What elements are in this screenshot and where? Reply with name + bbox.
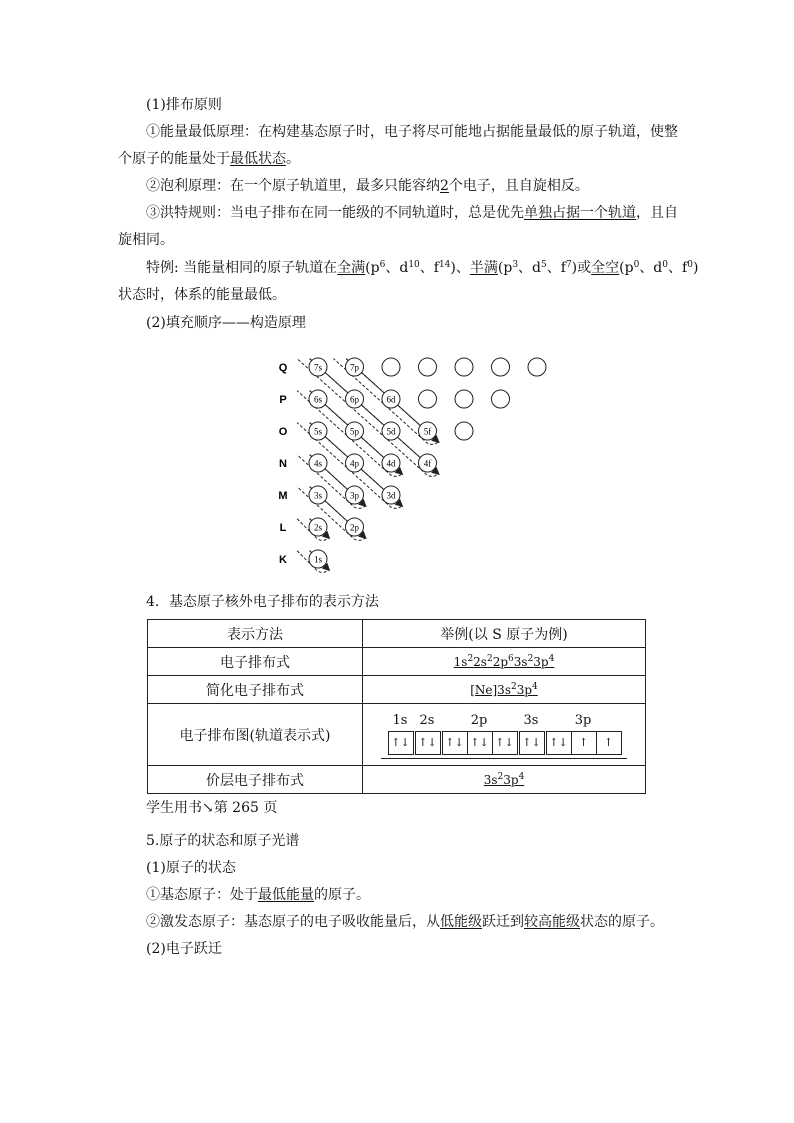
orbital-label: 7s — [313, 362, 323, 373]
shell-label: M — [278, 490, 288, 502]
orbital-label: 5d — [386, 426, 396, 437]
row-value-valence-config: $3s^23p^4$ — [363, 766, 646, 794]
orbital-label: 6d — [386, 394, 396, 405]
row-label-simplified-config: 简化电子排布式 — [148, 676, 363, 704]
excited-state-text: ②激发态原子：基态原子的电子吸收能量后，从低能级跃迁到较高能级状态的原子。 — [146, 914, 664, 930]
orbital-label: 2s — [313, 522, 323, 533]
orbital-diagram — [363, 711, 645, 755]
orbital-circle — [492, 358, 510, 376]
row-value-simplified-config: $[Ne]3s^23p^4$ — [363, 676, 646, 704]
orbital-label: 4f — [423, 458, 432, 469]
orbital-group-label: 3p — [574, 712, 592, 728]
orbital-circle — [492, 390, 510, 408]
orbital-box: ↑↓ — [519, 731, 545, 755]
shell-label: Q — [278, 362, 288, 374]
orbital-label: 6p — [350, 394, 359, 405]
orbital-box: ↑ — [571, 731, 597, 755]
orbital-group-label: 2s — [419, 712, 435, 728]
page-reference: 学生用书↘第 265 页 — [146, 800, 278, 816]
section-title-representation: 4．基态原子核外电子排布的表示方法 — [146, 594, 379, 610]
orbital-label: 3s — [313, 490, 323, 501]
orbital-group — [388, 711, 413, 755]
pauli-principle: ②泡利原理：在一个原子轨道里，最多只能容纳2个电子，且自旋相反。 — [146, 178, 589, 194]
ground-state-text: ①基态原子：处于最低能量的原子。 — [146, 887, 370, 903]
section-title-atomic-states: 5.原子的状态和原子光谱 — [146, 833, 300, 849]
filling-arrow — [310, 359, 439, 474]
shell-label: O — [278, 426, 288, 438]
orbital-label: 5f — [423, 426, 432, 437]
row-label-orbital-diagram: 电子排布图(轨道表示式) — [148, 704, 363, 766]
orbital-box: ↑↓ — [467, 731, 493, 755]
orbital-circle — [528, 358, 546, 376]
shell-label: P — [279, 394, 287, 406]
orbital-label: 4p — [350, 458, 359, 469]
orbital-circle — [419, 358, 437, 376]
aufbau-diagram — [270, 350, 560, 585]
row-value-electron-config: $1s^22s^22p^63s^23p^4$ — [363, 648, 646, 676]
hund-rule-line2: 旋相同。 — [118, 232, 174, 248]
orbital-group — [546, 711, 621, 755]
orbital-box: ↑↓ — [546, 731, 572, 755]
orbital-label: 1s — [313, 554, 323, 565]
subsection-atomic-state: (1)原子的状态 — [146, 860, 236, 876]
orbital-box: ↑ — [596, 731, 622, 755]
orbital-group-label: 2p — [470, 712, 488, 728]
section-title-principles: (1)排布原则 — [146, 97, 222, 113]
row-label-valence-config: 价层电子排布式 — [148, 766, 363, 794]
orbital-label: 3p — [350, 490, 359, 501]
orbital-box: ↑↓ — [388, 731, 414, 755]
orbital-label: 2p — [350, 522, 359, 533]
hund-rule-line1: ③洪特规则：当电子排布在同一能级的不同轨道时，总是优先单独占据一个轨道，且自 — [146, 205, 678, 221]
orbital-group — [415, 711, 440, 755]
orbital-label: 4d — [386, 458, 396, 469]
orbital-circle — [455, 422, 473, 440]
orbital-label: 4s — [313, 458, 323, 469]
orbital-group — [519, 711, 544, 755]
orbital-label: 5s — [313, 426, 323, 437]
special-case-line1: 特例: 当能量相同的原子轨道在全满($p^6$、$d^{10}$、$f^{14}$)、半满($p^3$、$d^5$、$f^7$)或全空($p^0$、$d^0$、$f^0$) — [146, 260, 699, 276]
aufbau-principle-line2: 个原子的能量处于最低状态。 — [118, 151, 300, 167]
orbital-box: ↑↓ — [442, 731, 468, 755]
aufbau-principle-line1: ①能量最低原理：在构建基态原子时，电子将尽可能地占据能量最低的原子轨道，使整 — [146, 124, 678, 140]
orbital-label: 6s — [313, 394, 323, 405]
row-value-orbital-diagram — [363, 704, 646, 766]
orbital-box: ↑↓ — [492, 731, 518, 755]
special-case-line2: 状态时，体系的能量最低。 — [118, 287, 286, 303]
orbital-circle — [382, 358, 400, 376]
orbital-circle — [455, 390, 473, 408]
orbital-group-label: 3s — [523, 712, 539, 728]
representation-table — [147, 619, 646, 794]
orbital-circle — [419, 390, 437, 408]
orbital-box: ↑↓ — [415, 731, 441, 755]
orbital-label: 5p — [350, 426, 359, 437]
orbital-group — [442, 711, 517, 755]
table-header-example: 举例(以 S 原子为例) — [363, 620, 646, 648]
orbital-label: 7p — [350, 362, 359, 373]
section-title-aufbau-order: (2)填充顺序——构造原理 — [146, 315, 306, 331]
shell-label: L — [279, 522, 287, 534]
table-header-method: 表示方法 — [148, 620, 363, 648]
shell-label: N — [279, 458, 287, 470]
row-label-electron-config: 电子排布式 — [148, 648, 363, 676]
orbital-group-label: 1s — [392, 712, 408, 728]
subsection-electron-transition: (2)电子跃迁 — [146, 941, 222, 957]
orbital-label: 3d — [386, 490, 396, 501]
orbital-circle — [455, 358, 473, 376]
shell-label: K — [279, 554, 287, 566]
